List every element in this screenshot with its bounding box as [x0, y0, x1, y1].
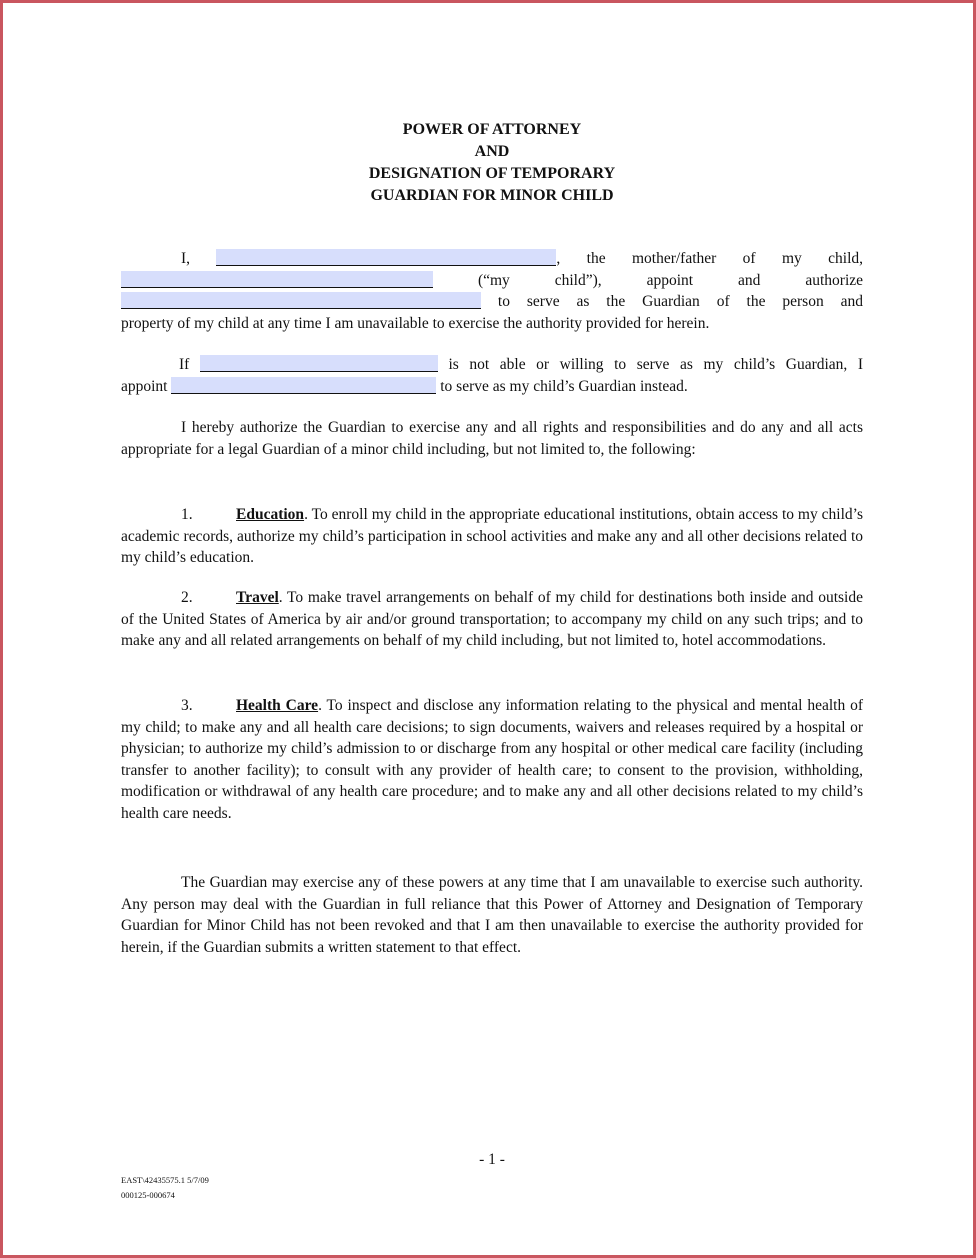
item-text: . To enroll my child in the appropriate educational institutions, obtain access to my child’s academic records, authorize my child’s participation in school activities and make any and all other decisions related to my child’s education. — [121, 506, 863, 567]
document-id-line: EAST\42435575.1 5/7/09 — [121, 1175, 209, 1185]
para2-text: If — [179, 356, 190, 373]
para3-text: I hereby authorize the Guardian to exercise any and all rights and responsibilities and do any and all acts appropriate for a legal Guardian of a minor child including, but not limited to, the following: — [121, 419, 863, 458]
para4-text: The Guardian may exercise any of these powers at any time that I am unavailable to exercise such authority. Any person may deal with the Guardian in full reliance that this Power of Attorney and Designation of Temporary Guardian for Minor Child has not been revoked and that I am then unavailable to exercise the authority provided for herein, if the Guardian submits a written statement to that effect. — [121, 874, 863, 956]
appointment-paragraph — [121, 248, 863, 334]
item-number: 2. — [181, 589, 193, 606]
document-id — [121, 1173, 209, 1203]
item-text: . To inspect and disclose any information relating to the physical and mental health of my child; to make any and all health care decisions; to sign documents, waivers and releases required by a hospital or physician; to authorize my child’s admission to or discharge from any hospital or other medical care facility (including transfer to another facility); to consult with any provider of health care; to consent to the provision, withholding, modification or withdrawal of any health care procedure; and to make any and all other decisions related to my child’s health care needs. — [121, 697, 863, 822]
alternate-guardian-paragraph — [121, 354, 863, 397]
list-item-education — [121, 504, 863, 569]
document-title — [121, 119, 863, 207]
para1-text: (“my child”), appoint and authorize — [477, 271, 864, 289]
item-number: 1. — [181, 506, 193, 523]
para2-text: is not able or willing to serve as my child’s Guardian, I — [448, 356, 864, 373]
parent-name-field[interactable] — [216, 249, 556, 266]
para1-text: to serve as the Guardian of the person and — [497, 293, 863, 311]
item-heading: Travel — [236, 589, 279, 606]
title-line: DESIGNATION OF TEMPORARY — [368, 165, 616, 182]
para2-text: to serve as my child’s Guardian instead. — [440, 377, 688, 395]
item-text: . To make travel arrangements on behalf of my child for destinations both inside and outside of the United States of America by air and/or ground transportation; to accompany my child on any such trips; and to make any and all related arrangements on behalf of my child including, but not limited to, hotel accommodations. — [121, 589, 863, 650]
child-name-field[interactable] — [121, 271, 433, 288]
item-heading: Education — [236, 506, 305, 523]
list-item-travel — [121, 587, 863, 652]
para2-line2 — [121, 376, 863, 398]
list-item-health-care — [121, 695, 863, 825]
para1-line4: property of my child at any time I am unavailable to exercise the authority provided for herein. — [121, 314, 710, 332]
para1-line3 — [121, 291, 863, 313]
authorization-paragraph — [121, 417, 863, 460]
title-line: POWER OF ATTORNEY — [402, 121, 582, 138]
alternate-guardian-field[interactable] — [171, 377, 436, 394]
item-number: 3. — [181, 697, 193, 714]
page-number: - 1 - — [479, 1151, 505, 1168]
para1-line2 — [121, 270, 863, 292]
title-line: GUARDIAN FOR MINOR CHILD — [370, 187, 614, 204]
item-heading: Health Care — [236, 697, 319, 714]
para1-text: , the mother/father of my child, — [556, 250, 864, 267]
guardian-name-field[interactable] — [121, 292, 481, 309]
document-id-line: 000125-000674 — [121, 1190, 175, 1200]
guardian-powers-paragraph — [121, 872, 863, 958]
para2-text: appoint — [121, 377, 168, 395]
title-line: AND — [474, 143, 510, 160]
para1-line1 — [121, 248, 863, 270]
para1-text: I, — [181, 250, 191, 267]
guardian-name-field-2[interactable] — [200, 355, 438, 372]
para2-line1 — [121, 354, 863, 376]
